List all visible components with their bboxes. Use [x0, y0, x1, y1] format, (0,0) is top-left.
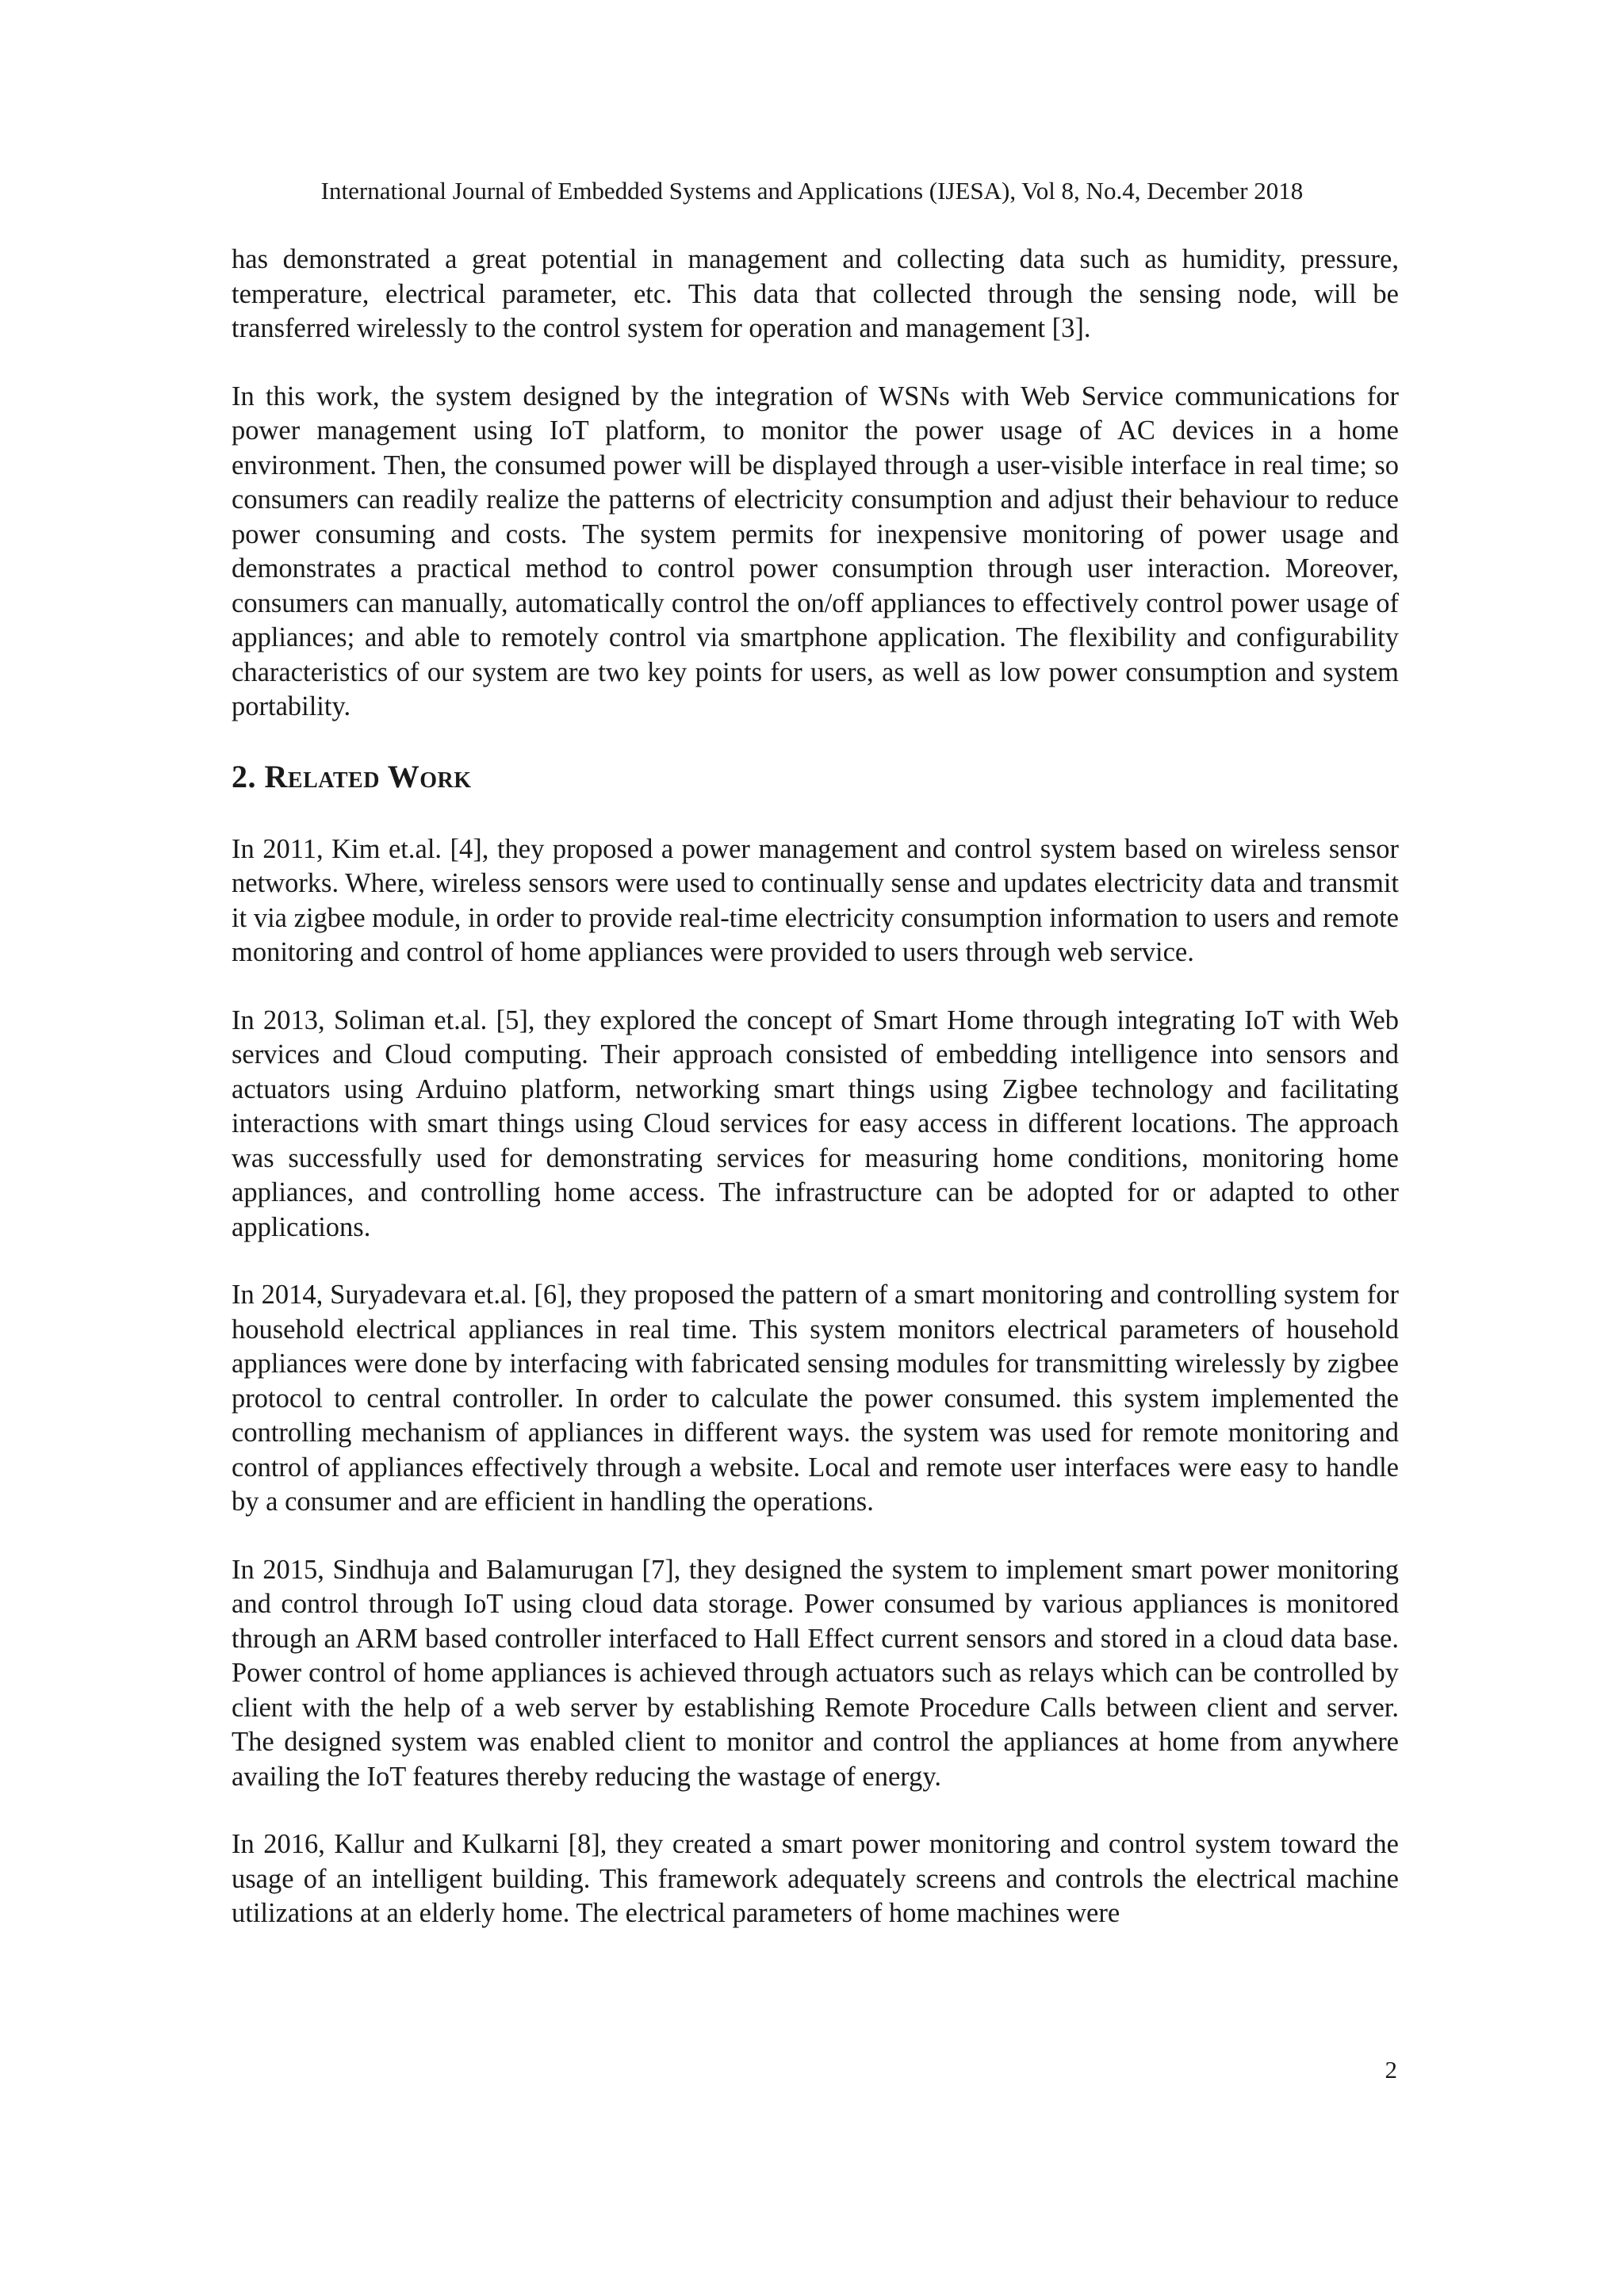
- page-body: [232, 243, 1399, 1931]
- section-heading-related-work: 2. Related Work: [232, 758, 472, 794]
- related-work-paragraph-5: In 2016, Kallur and Kulkarni [8], they created a smart power monitoring and control system toward the usage of an intelligent building. This framework adequately screens and controls the electrical machine utilizations at an elderly home. The electrical parameters of home machines were: [232, 1829, 1399, 1928]
- running-header: International Journal of Embedded Systems and Applications (IJESA), Vol 8, No.4, December 2018: [320, 177, 1304, 205]
- related-work-paragraph-2: In 2013, Soliman et.al. [5], they explored the concept of Smart Home through integrating IoT with Web services and Cloud computing. Their approach consisted of embedding intelligence into sensors and actuators using Arduino platform, networking smart things using Zigbee technology and facilitating interactions with smart things using Cloud services for easy access in different locations. The approach was successfully used for demonstrating services for measuring home conditions, monitoring home appliances, and controlling home access. The infrastructure can be adopted for or adapted to other applications.: [232, 1004, 1399, 1242]
- intro-paragraph-2: In this work, the system designed by the integration of WSNs with Web Service communications for power management using IoT platform, to monitor the power usage of AC devices in a home environment. Then, the consumed power will be displayed through a user-visible interface in real time; so consumers can readily realize the patterns of electricity consumption and adjust their behaviour to reduce power consuming and costs. The system permits for inexpensive monitoring of power usage and demonstrates a practical method to control power consumption through user interaction. Moreover, consumers can manually, automatically control the on/off appliances to effectively control power usage of appliances; and able to remotely control via smartphone application. The flexibility and configurability characteristics of our system are two key points for users, as well as low power consumption and system portability.: [232, 381, 1399, 721]
- related-work-paragraph-4: In 2015, Sindhuja and Balamurugan [7], they designed the system to implement smart power monitoring and control through IoT using cloud data storage. Power consumed by various appliances is monitored through an ARM based controller interfaced to Hall Effect current sensors and stored in a cloud data base. Power control of home appliances is achieved through actuators such as relays which can be controlled by client with the help of a web server by establishing Remote Procedure Calls between client and server. The designed system was enabled client to monitor and control the appliances at home from anywhere availing the IoT features thereby reducing the wastage of energy.: [232, 1554, 1399, 1792]
- related-work-paragraph-3: In 2014, Suryadevara et.al. [6], they proposed the pattern of a smart monitoring and controlling system for household electrical appliances in real time. This system monitors electrical parameters of household appliances were done by interfacing with fabricated sensing modules for transmitting wirelessly by zigbee protocol to central controller. In order to calculate the power consumed. this system implemented the controlling mechanism of appliances in different ways. the system was used for remote monitoring and control of appliances effectively through a website. Local and remote user interfaces were easy to handle by a consumer and are efficient in handling the operations.: [232, 1280, 1399, 1517]
- page-number: 2: [1385, 2056, 1397, 2084]
- intro-paragraph-1: has demonstrated a great potential in management and collecting data such as humidity, pressure, temperature, electrical parameter, etc. This data that collected through the sensing node, will be transferred wirelessly to the control system for operation and management [3].: [232, 244, 1399, 343]
- related-work-paragraph-1: In 2011, Kim et.al. [4], they proposed a power management and control system based on wireless sensor networks. Where, wireless sensors were used to continually sense and updates electricity data and transmit it via zigbee module, in order to provide real-time electricity consumption information to users and remote monitoring and control of home appliances were provided to users through web service.: [232, 833, 1399, 967]
